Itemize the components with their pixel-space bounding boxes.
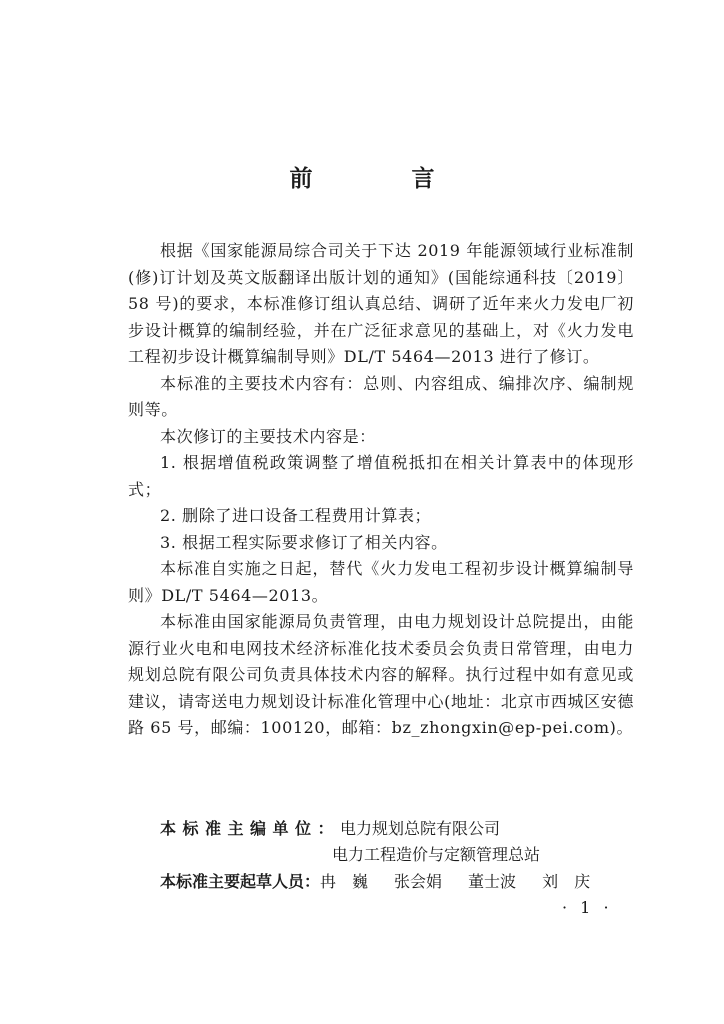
chief-unit-1: 电力规划总院有限公司 <box>340 819 501 838</box>
paragraph-basis: 根据《国家能源局综合司关于下达 2019 年能源领域行业标准制(修)订计划及英文版翻译出版计划的通知》(国能综通科技〔2019〕58 号)的要求，本标准修订组认真总结、调研了近年来火力发电厂初步设计概算的编制经验，并在广泛征求意见的基础上，对《火力发电工程初步设计概算编制导则》DL/T 5464—2013 进行了修订。 <box>128 241 634 366</box>
paragraph-revision-intro: 本次修订的主要技术内容是： <box>160 426 376 446</box>
page-number: · 1 · <box>562 898 613 917</box>
paragraph-main-content: 本标准的主要技术内容有：总则、内容组成、编排次序、编制规则等。 <box>128 373 634 419</box>
drafter-name: 刘 庆 <box>542 872 591 891</box>
revision-item-3: 3. 根据工程实际要求修订了相关内容。 <box>160 532 448 552</box>
chief-unit-row-2 <box>332 842 540 868</box>
chief-unit-label: 本标准主编单位： <box>160 819 341 838</box>
drafters-label: 本标准主要起草人员： <box>160 872 321 891</box>
drafter-name: 董士波 <box>468 872 517 891</box>
chief-unit-row <box>160 816 500 842</box>
drafter-name: 张会娟 <box>394 872 443 891</box>
revision-item-1: 1. 根据增值税政策调整了增值税抵扣在相关计算表中的体现形式； <box>128 453 634 499</box>
paragraph-replacement: 本标准自实施之日起，替代《火力发电工程初步设计概算编制导则》DL/T 5464—2013。 <box>128 559 634 605</box>
paragraph-management: 本标准由国家能源局负责管理，由电力规划设计总院提出，由能源行业火电和电网技术经济标准化技术委员会负责日常管理，由电力规划总院有限公司负责具体技术内容的解释。执行过程中如有意见或建议，请寄送电力规划设计标准化管理中心(地址：北京市西城区安德路 65 号，邮编：100120，邮箱：bz_zhongxin@ep-pei.com)。 <box>128 612 634 737</box>
foreword-body <box>128 238 634 742</box>
drafters-row <box>160 869 616 895</box>
revision-item-2: 2. 删除了进口设备工程费用计算表； <box>160 506 432 525</box>
chief-unit-2: 电力工程造价与定额管理总站 <box>332 845 541 864</box>
page-title: 前 言 <box>289 166 473 192</box>
drafter-name: 冉 巍 <box>320 872 369 891</box>
